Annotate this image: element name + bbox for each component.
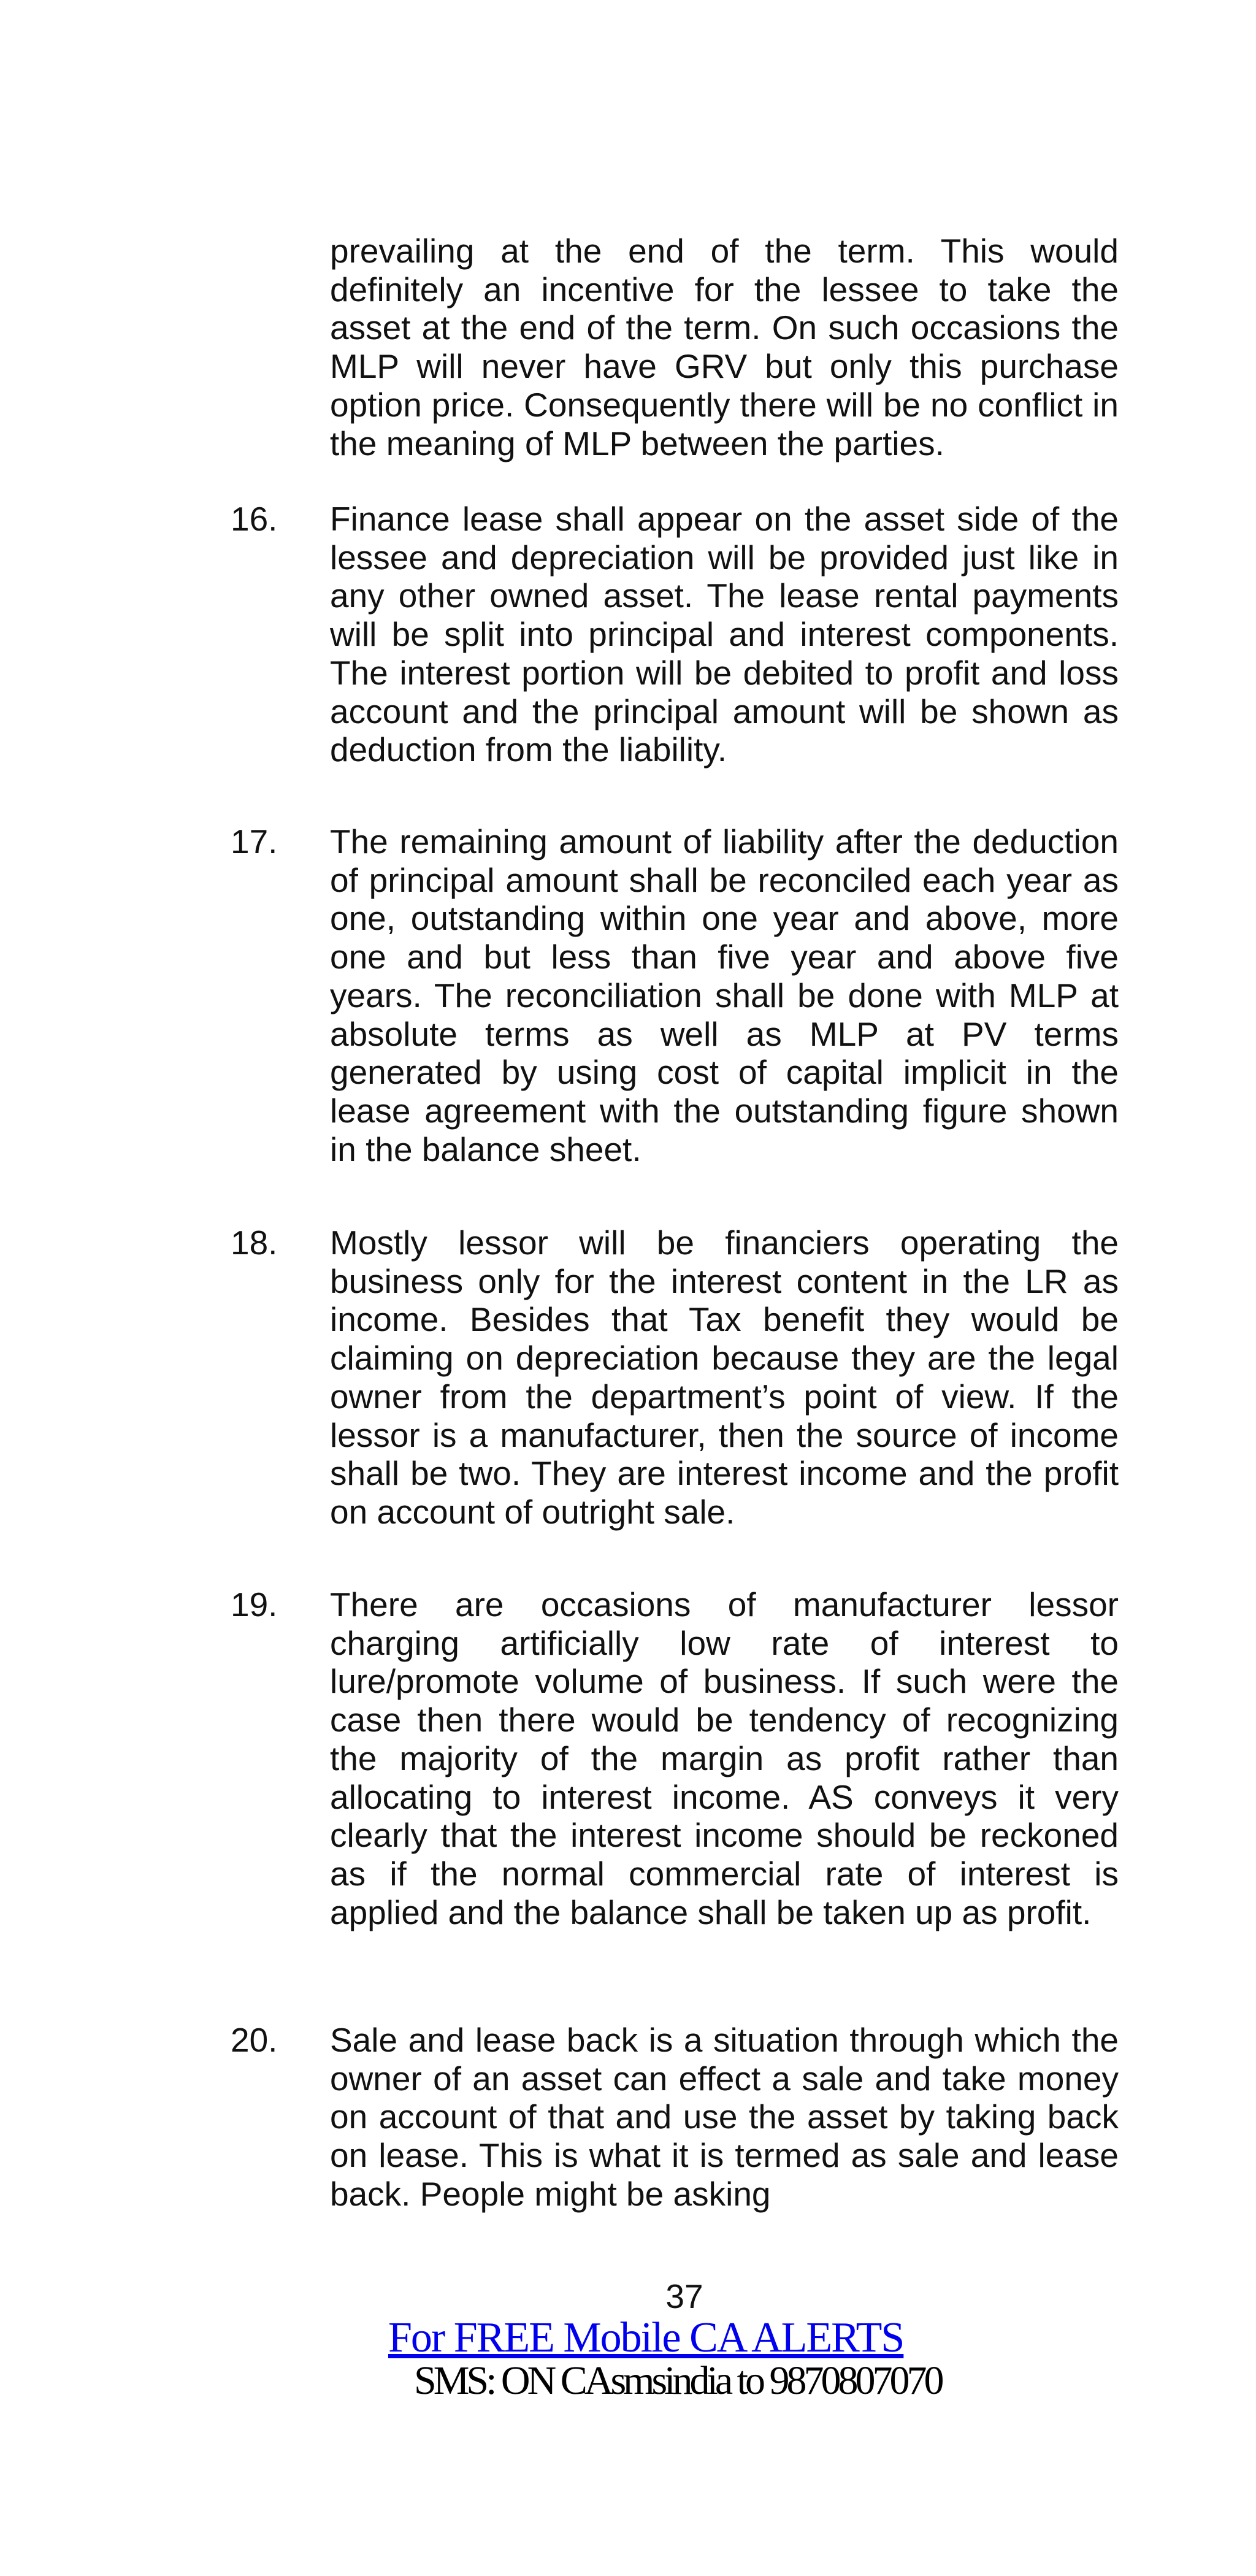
continuation-paragraph: prevailing at the end of the term. This would definitely an incentive for the lessee to take the asset at the end of the term. On such occasions the MLP will never have GRV but only this purchase option price. Consequently there will be no conflict in the meaning of MLP between the parties. <box>330 232 1119 462</box>
item-text: Mostly lessor will be financiers operating the business only for the interest content in the LR as income. Besides that Tax benefit they would be claiming on depreciation because they are the legal owner from the department’s point of view. If the lessor is a manufacturer, then the source of income shall be two. They are interest income and the profit on account of outright sale. <box>330 1224 1119 1531</box>
item-number: 17. <box>231 822 278 861</box>
item-text: Finance lease shall appear on the asset side of the lessee and depreciation will be provided just like in any other owned asset. The lease rental payments will be split into principal and interest components. The interest portion will be debited to profit and loss account and the principal amount will be shown as deduction from the liability. <box>330 500 1119 769</box>
item-text: Sale and lease back is a situation through which the owner of an asset can effect a sale and take money on account of that and use the asset by taking back on lease. This is what it is termed as sale and lease back. People might be asking <box>330 2021 1119 2213</box>
item-number: 19. <box>231 1585 278 1623</box>
item-text: The remaining amount of liability after the deduction of principal amount shall be reconciled each year as one, outstanding within one year and above, more one and but less than five year and above five years. The reconciliation shall be done with MLP at absolute terms as well as MLP at PV terms generated by using cost of capital implicit in the lease agreement with the outstanding figure shown in the balance sheet. <box>330 822 1119 1168</box>
page-number: 37 <box>665 2277 703 2315</box>
sms-instruction: SMS: ON CAsmsindia to 9870807070 <box>414 2358 941 2403</box>
item-text: There are occasions of manufacturer lessor charging artificially low rate of interest to lure/promote volume of business. If such were the case then there would be tendency of recognizing the majority of the margin as profit rather than allocating to interest income. AS conveys it very clearly that the interest income should be reckoned as if the normal commercial rate of interest is applied and the balance shall be taken up as profit. <box>330 1585 1119 1931</box>
item-number: 20. <box>231 2021 278 2059</box>
item-number: 18. <box>231 1224 278 1262</box>
item-number: 16. <box>231 500 278 538</box>
free-alerts-link[interactable]: For FREE Mobile CA ALERTS <box>388 2314 904 2361</box>
